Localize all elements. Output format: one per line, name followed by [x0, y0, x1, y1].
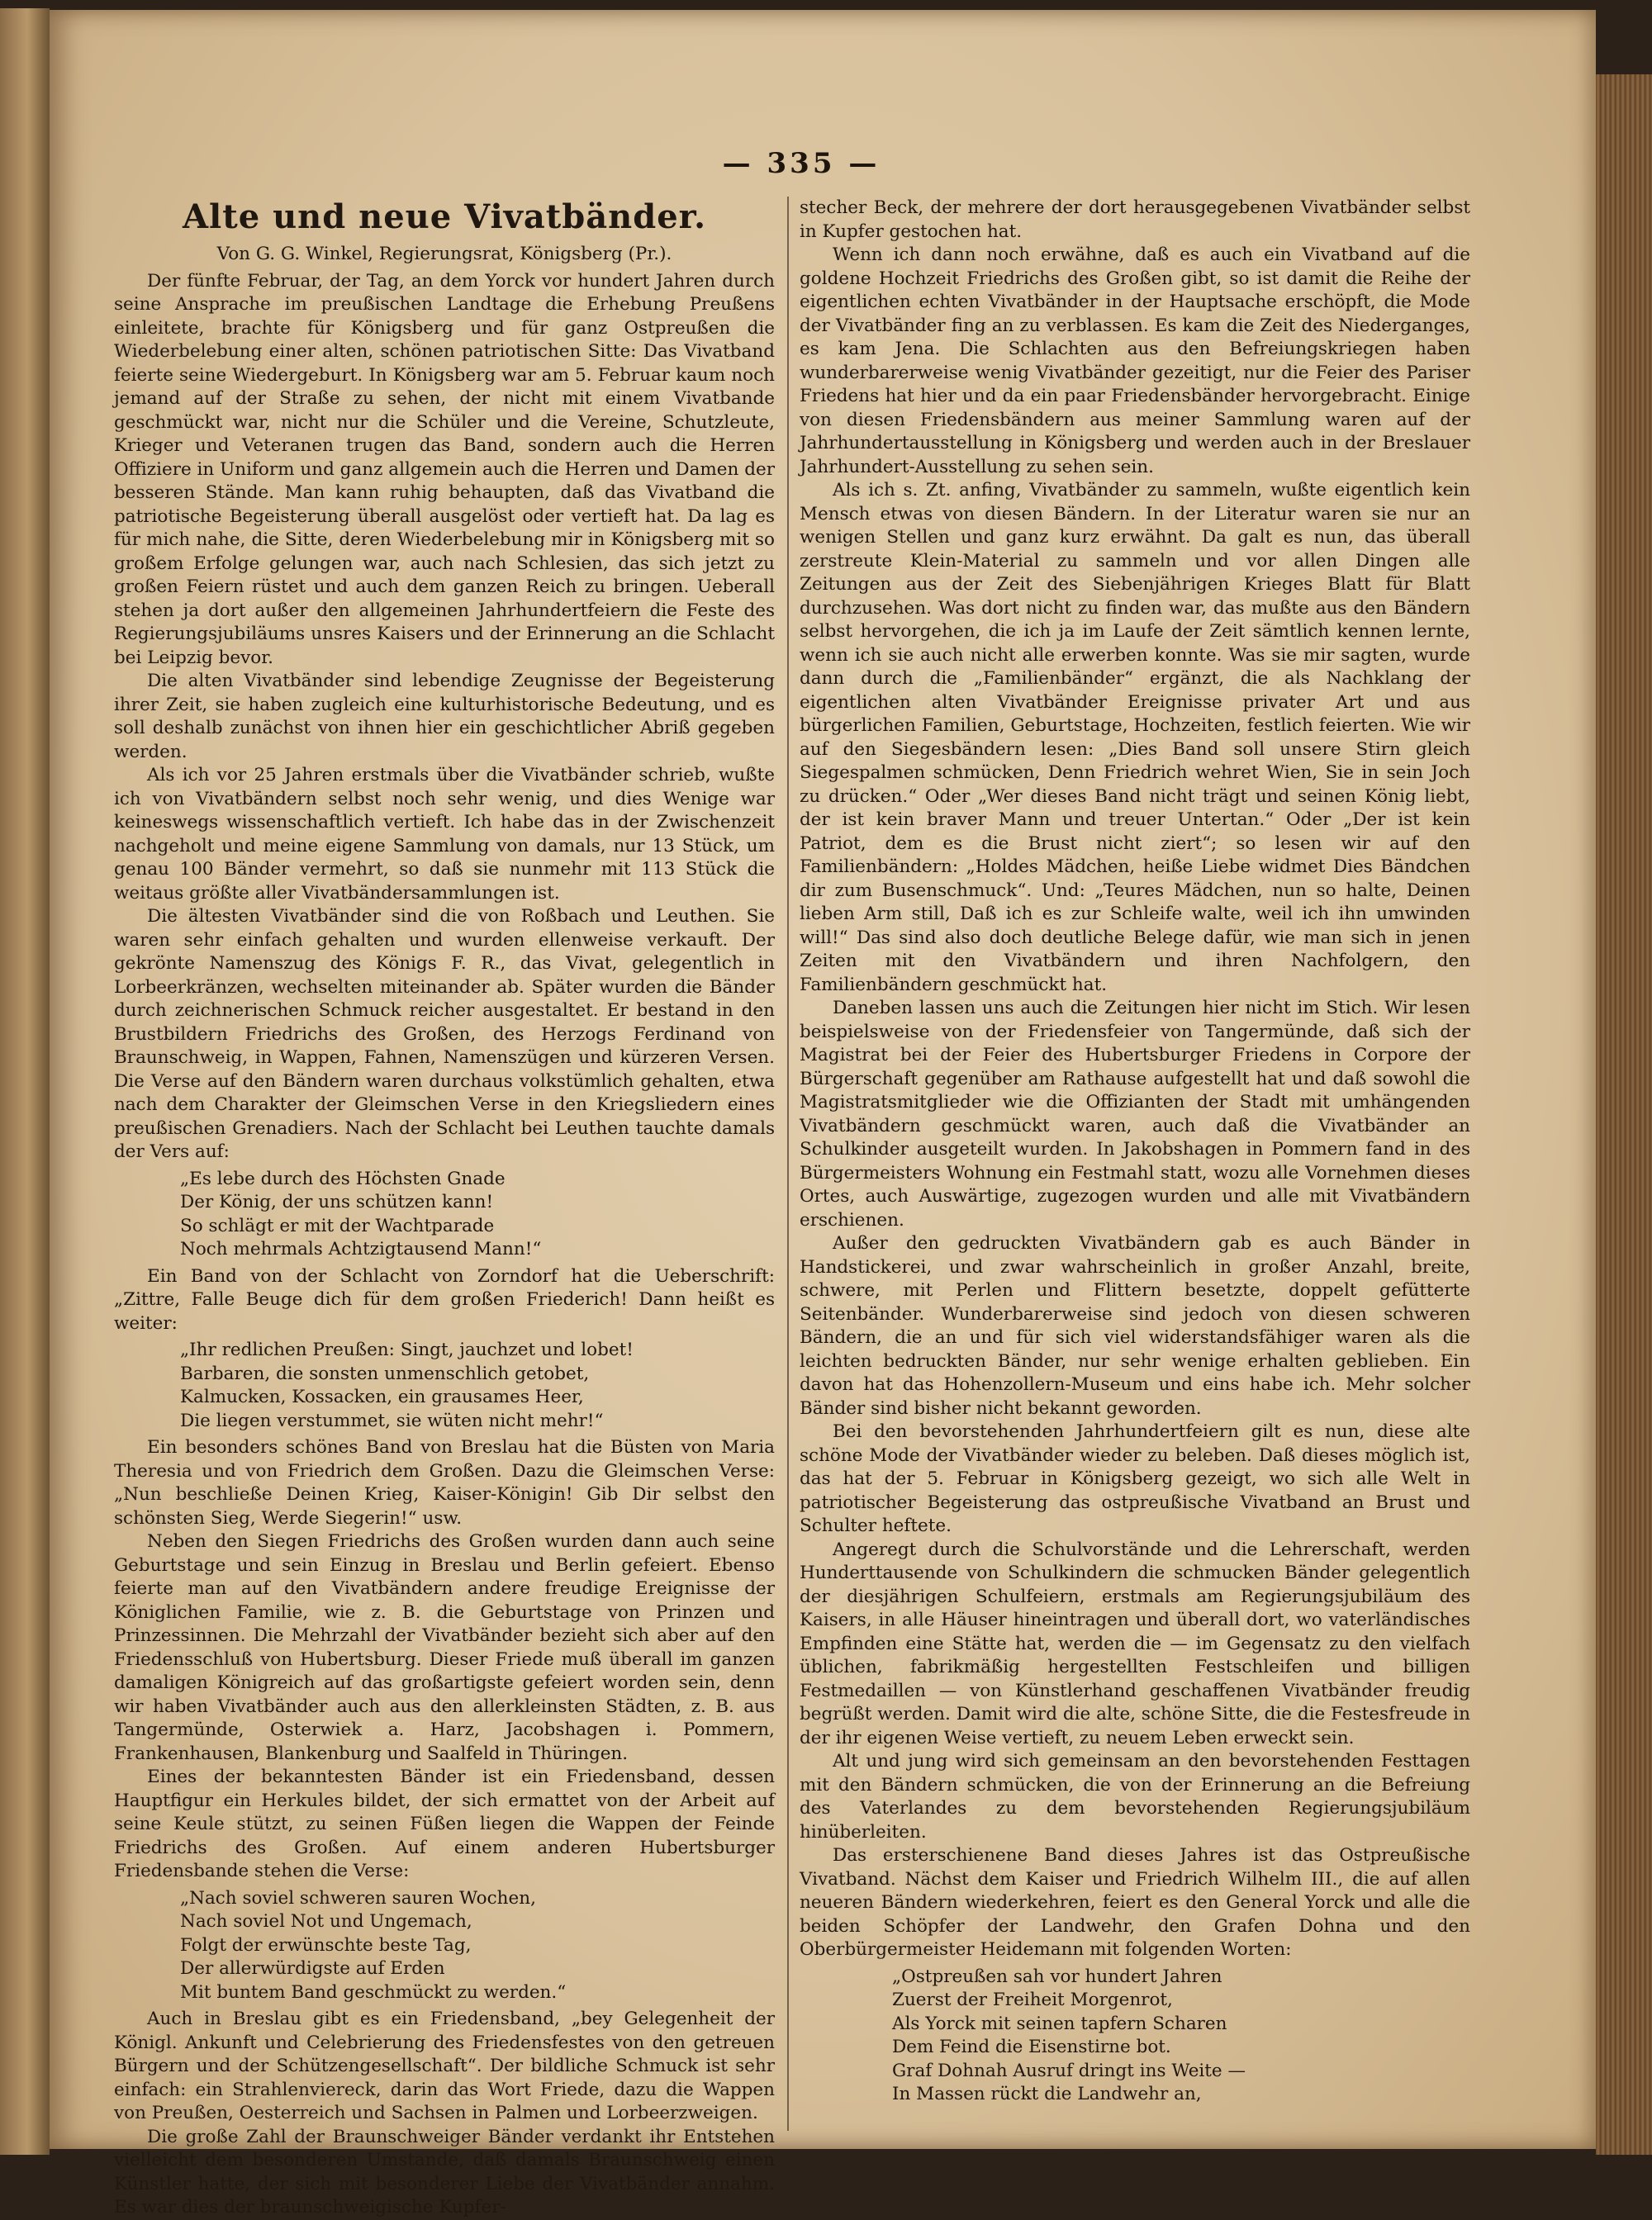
paragraph: Angeregt durch die Schulvorstände und die Lehrerschaft, werden Hunderttausende von Schulkindern die schmucken Bänder gelegentlich der diesjährigen Schulfeiern, erstmals am Regierungsjubiläum des Kaisers, in alle Häuser hineintragen und überall dort, wo vaterländisches Empfinden eine Stätte hat, werden die — im Gegensatz zu den vielfach üblichen, fabrikmäßig hergestellten Festschleifen und billigen Festmedaillen — von Künstlerhand geschaffenen Vivatbänder freudig begrüßt werden. Damit wird die alte, schöne Sitte, die die Festesfreude in der ihr eigenen Weise vertieft, zu neuem Leben erweckt sein. — [800, 1539, 1470, 1748]
byline: Von G. G. Winkel, Regierungsrat, Königsberg (Pr.). — [216, 244, 672, 264]
verse-line: So schlägt er mit der Wachtparade — [180, 1215, 495, 1236]
verse-line: Graf Dohnah Ausruf dringt ins Weite — — [892, 2060, 1246, 2081]
verse — [892, 1966, 1470, 2107]
paragraph: Bei den bevorstehenden Jahrhundertfeiern gilt es nun, diese alte schöne Mode der Vivatbänder wieder zu beleben. Daß dieses möglich ist, das hat der 5. Februar in Königsberg gezeigt, wo sich alle Welt in patriotischer Begeisterung das ostpreußische Vivatband an Brust und Schulter heftete. — [800, 1421, 1470, 1536]
verse-line: Der allerwürdigste auf Erden — [180, 1958, 445, 1979]
verse-line: Noch mehrmals Achtzigtausend Mann!“ — [180, 1239, 542, 1259]
book-page-edges — [1596, 74, 1652, 2155]
paragraph: Der fünfte Februar, der Tag, an dem Yorck vor hundert Jahren durch seine Ansprache im preußischen Landtage die Erhebung Preußens einleitete, brachte für Königsberg und für ganz Ostpreußen die Wiederbelebung einer alten, schönen patriotischen Sitte: Das Vivatband feierte seine Wiedergeburt. In Königsberg war am 5. Februar kaum noch jemand auf der Straße zu sehen, der nicht mit einem Vivatbande geschmückt war, nicht nur die Schüler und die Vereine, Schutzleute, Krieger und Veteranen trugen das Band, sondern auch die Herren Offiziere in Uniform und ganz allgemein auch die Herren und Damen der besseren Stände. Man kann ruhig behaupten, daß das Vivatband die patriotische Begeisterung überall ausgelöst oder vertieft hat. Da lag es für mich nahe, die Sitte, deren Wiederbelebung mir in Königsberg mit so großem Erfolge gelungen war, auch nach Schlesien, das sich jetzt zu großen Feiern rüstet und auch dem ganzen Reich zu bringen. Ueberall stehen ja dort außer den allgemeinen Jahrhundertfeiern die Feste des Regierungsjubiläums unsres Kaisers und der Erinnerung an die Schlacht bei Leipzig bevor. — [114, 270, 775, 668]
paragraph: Das ersterschienene Band dieses Jahres ist das Ostpreußische Vivatband. Nächst dem Kaiser und Friedrich Wilhelm III., die auf allen neueren Bändern wiederkehren, feiert es den General Yorck und alle die beiden Schöpfer der Landwehr, den Grafen Dohna und den Oberbürgermeister Heidemann mit folgenden Worten: — [800, 1845, 1470, 1960]
paragraph: stecher Beck, der mehrere der dort herausgegebenen Vivatbänder selbst in Kupfer gestochen hat. — [800, 197, 1470, 242]
paragraph: Ein Band von der Schlacht von Zorndorf hat die Ueberschrift: „Zittre, Falle Beuge dich für dem großen Friederich! Dann heißt es weiter: — [114, 1265, 775, 1334]
paragraph: Als ich s. Zt. anfing, Vivatbänder zu sammeln, wußte eigentlich kein Mensch etwas von diesen Bändern. In der Literatur waren sie nur an wenigen Stellen und ganz kurz erwähnt. Da galt es nun, das überall zerstreute Klein-Material zu sammeln und vor allen Dingen alle Zeitungen aus der Zeit des Siebenjährigen Krieges Blatt für Blatt durchzusehen. Was dort nicht zu finden war, das mußte aus den Bändern selbst hervorgehen, die ich ja im Laufe der Zeit sämtlich kennen lernte, wenn ich sie auch nicht alle erwerben konnte. Was sie mir sagten, wurde dann durch die „Familienbänder“ ergänzt, die als Nachklang der eigentlichen alten Vivatbänder Ereignisse privater Art und aus bürgerlichen Familien, Geburtstage, Hochzeiten, festlich feierten. Wie wir auf den Siegesbändern lesen: „Dies Band soll unsere Stirn gleich Siegespalmen schmücken, Denn Friedrich wehret Wien, Sie in sein Joch zu drücken.“ Oder „Wer dieses Band nicht trägt und seinen König liebt, der ist kein braver Mann und treuer Untertan.“ Oder „Der ist kein Patriot, dem es die Brust nicht ziert“; so lesen wir auf den Familienbändern: „Holdes Mädchen, heiße Liebe widmet Dies Bändchen dir zum Busenschmuck“. Und: „Teures Mädchen, nun so halte, Deinen lieben Arm still, Daß ich es zur Schleife walte, weil ich ihn umwinden will!“ Das sind also doch deutliche Belege dafür, wie man sich in jenen Zeiten mit den Vivatbändern und ihren Nachfolgern, den Familienbändern geschmückt hat. — [800, 480, 1470, 995]
verse-line: Barbaren, die sonsten unmenschlich getobet, — [180, 1363, 590, 1384]
paragraph: Eines der bekanntesten Bänder ist ein Friedensband, dessen Hauptfigur ein Herkules bildet, der sich ermattet von der Arbeit auf seine Keule stützt, zu seinen Füßen liegen die Wappen der Feinde Friedrichs des Großen. Auf einem anderen Hubertsburger Friedensbande stehen die Verse: — [114, 1767, 775, 1881]
article-title: Alte und neue Vivatbänder. — [182, 197, 706, 236]
left-column — [114, 197, 775, 2220]
paragraph: Außer den gedruckten Vivatbändern gab es auch Bänder in Handstickerei, und zwar wahrscheinlich in großer Anzahl, breite, schwere, mit Perlen und Flittern besetzte, doppelt gefütterte Seitenbänder. Wunderbarerweise sind jedoch von diesen schweren Bändern, die an und für sich viel widerstandsfähiger waren als die leichten bedruckten Bänder, nur sehr wenige erhalten geblieben. Ein davon hat das Hohenzollern-Museum und eins habe ich. Mehr solcher Bänder sind bisher nicht bekannt geworden. — [800, 1233, 1470, 1419]
adjacent-page-edge — [0, 8, 50, 2155]
paragraph: Wenn ich dann noch erwähne, daß es auch ein Vivatband auf die goldene Hochzeit Friedrichs des Großen gibt, so ist damit die Reihe der eigentlichen echten Vivatbänder in der Hauptsache erschöpft, die Mode der Vivatbänder fing an zu verblassen. Es kam die Zeit des Niederganges, es kam Jena. Die Schlachten aus den Befreiungskriegen haben wunderbarerweise wenig Vivatbänder gezeitigt, nur die Feier des Pariser Friedens hat hier und da ein paar Friedensbänder hervorgebracht. Einige von diesen Friedensbändern aus meiner Sammlung waren auf der Jahrhundertausstellung in Königsberg und werden auch in der Breslauer Jahrhundert-Ausstellung zu sehen sein. — [800, 244, 1470, 477]
verse-line: Zuerst der Freiheit Morgenrot, — [892, 1990, 1173, 2010]
paragraph: Daneben lassen uns auch die Zeitungen hier nicht im Stich. Wir lesen beispielsweise von der Friedensfeier von Tangermünde, daß sich der Magistrat bei der Feier des Hubertsburger Friedens in Corpore der Bürgerschaft gegenüber am Rathause aufgestellt hat und daß sowohl die Magistratsmitglieder wie die Offizianten der Stadt mit umhängenden Vivatbändern geschmückt waren, auch daß die Vivatbänder an Schulkinder ausgeteilt wurden. In Jakobshagen in Pommern fand in des Bürgermeisters Wohnung ein Festmahl statt, wozu alle Vornehmen dieses Ortes, auch Auswärtige, zugezogen wurden und alle mit Vivatbändern erschienen. — [800, 998, 1470, 1231]
verse-line: Als Yorck mit seinen tapfern Scharen — [892, 2013, 1227, 2034]
page-number: — 335 — — [722, 147, 881, 180]
paragraph: Die ältesten Vivatbänder sind die von Roßbach und Leuthen. Sie waren sehr einfach gehalten und wurden ellenweise verkauft. Der gekrönte Namenszug des Königs F. R., das Vivat, gelegentlich in Lorbeerkränzen, wechselten miteinander ab. Später wurden die Bänder durch zeichnerischen Schmuck reicher ausgestaltet. Er bestand in den Brustbildern Friedrichs des Großen, des Herzogs Ferdinand von Braunschweig, in Wappen, Fahnen, Namenszügen und kürzeren Versen. Die Verse auf den Bändern waren durchaus volkstümlich gehalten, etwa nach dem Charakter der Gleimschen Verse in den Kriegsliedern eines preußischen Grenadiers. Nach der Schlacht bei Leuthen tauchte damals der Vers auf: — [114, 906, 775, 1162]
verse-line: Der König, der uns schützen kann! — [180, 1192, 494, 1212]
verse-line: In Massen rückt die Landwehr an, — [892, 2084, 1202, 2104]
paragraph: Auch in Breslau gibt es ein Friedensband, „bey Gelegenheit der Königl. Ankunft und Celebrierung des Friedensfestes von den getreuen Bürgern und der Schützengesellschaft“. Der bildliche Schmuck ist sehr einfach: ein Strahlenviereck, darin das Wort Friede, dazu die Wappen von Preußen, Oesterreich und Sachsen in Palmen und Lorbeerzweigen. — [114, 2009, 775, 2123]
paragraph: Die alten Vivatbänder sind lebendige Zeugnisse der Begeisterung ihrer Zeit, sie haben zugleich eine kulturhistorische Bedeutung, und es soll deshalb zunächst von ihnen hier ein geschichtlicher Abriß gegeben werden. — [114, 671, 775, 762]
verse-line: Folgt der erwünschte beste Tag, — [180, 1934, 472, 1956]
verse-line: Nach soviel Not und Ungemach, — [180, 1911, 472, 1932]
column-divider — [787, 197, 789, 2131]
paragraph: Neben den Siegen Friedrichs des Großen wurden dann auch seine Geburtstage und sein Einzug in Breslau und Berlin gefeiert. Ebenso feierte man auf den Vivatbändern andere freudige Ereignisse der Königlichen Familie, wie z. B. die Geburtstage von Prinzen und Prinzessinnen. Die Mehrzahl der Vivatbänder bezieht sich aber auf den Friedensschluß von Hubertsburg. Dieser Friede muß überall im ganzen damaligen Königreich auf das großartigste gefeiert worden sein, denn wir haben Vivatbänder auch aus den allerkleinsten Städten, z. B. aus Tangermünde, Osterwiek a. Harz, Jacobshagen i. Pommern, Frankenhausen, Blankenburg und Saalfeld in Thüringen. — [114, 1531, 775, 1764]
verse-line: „Ostpreußen sah vor hundert Jahren — [892, 1966, 1222, 1987]
verse — [180, 1887, 775, 2005]
verse-line: „Es lebe durch des Höchsten Gnade — [180, 1168, 506, 1189]
paragraph: Alt und jung wird sich gemeinsam an den bevorstehenden Festtagen mit den Bändern schmücken, die von der Erinnerung an die Befreiung des Vaterlandes zu dem bevorstehenden Regierungsjubiläum hinüberleiten. — [800, 1751, 1470, 1843]
verse-line: Kalmucken, Kossacken, ein grausames Heer, — [180, 1387, 584, 1407]
verse-line: Mit buntem Band geschmückt zu werden.“ — [180, 1981, 567, 2003]
verse-line: „Ihr redlichen Preußen: Singt, jauchzet und lobet! — [180, 1340, 634, 1360]
right-column — [800, 197, 1470, 2110]
verse — [180, 1339, 775, 1433]
paragraph: Die große Zahl der Braunschweiger Bänder verdankt ihr Entstehen vielleicht dem besonderen Umstande, daß damals Braunschweig einen Künstler hatte, der sich mit besonderer Liebe der Vivatbänder annahm. Es war dies der braunschweigische Kupfer- — [114, 2126, 775, 2218]
verse-line: Die liegen verstummet, sie wüten nicht mehr!“ — [180, 1410, 604, 1431]
verse — [180, 1168, 775, 1262]
paragraph: Als ich vor 25 Jahren erstmals über die Vivatbänder schrieb, wußte ich von Vivatbändern selbst noch sehr wenig, und dies Wenige war keineswegs wissenschaftlich vertieft. Ich habe das in der Zwischenzeit nachgeholt und meine eigene Sammlung von damals, nur 13 Stück, um genau 100 Bänder vermehrt, so daß sie nunmehr mit 113 Stück die weitaus größte aller Vivatbändersammlungen ist. — [114, 765, 775, 904]
paragraph: Ein besonders schönes Band von Breslau hat die Büsten von Maria Theresia und von Friedrich dem Großen. Dazu die Gleimschen Verse: „Nun beschließe Deinen Krieg, Kaiser-Königin! Gib Dir selbst den schönsten Sieg, Werde Siegerin!“ usw. — [114, 1437, 775, 1529]
verse-line: Dem Feind die Eisenstirne bot. — [892, 2037, 1171, 2057]
verse-line: „Nach soviel schweren sauren Wochen, — [180, 1887, 536, 1909]
